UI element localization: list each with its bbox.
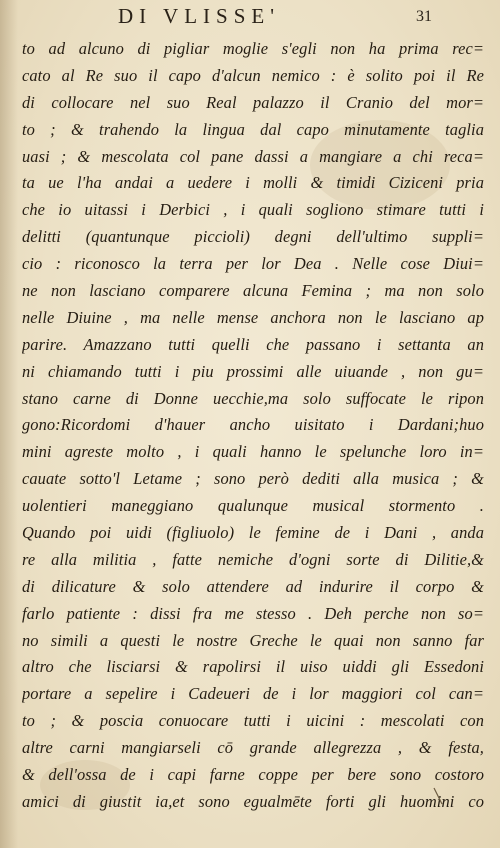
gutter-shadow bbox=[0, 0, 18, 848]
text-line: di dilicature & solo attendere ad indurire il corpo & bbox=[22, 576, 484, 596]
page-number: 31 bbox=[416, 8, 432, 25]
text-line: cio : riconosco la terra per lor Dea . Nelle cose Diui= bbox=[22, 254, 484, 274]
text-line: amici di giustit ia,et sono egualmēte forti gli huomini co bbox=[22, 791, 484, 811]
text-line: nelle Diuine , ma nelle mense anchora non le lasciano ap bbox=[22, 307, 484, 327]
text-line: cauate sotto'l Letame ; sono però dediti alla musica ; & bbox=[22, 469, 484, 489]
text-line: altro che lisciarsi & rapolirsi il uiso uiddi gli Essedoni bbox=[22, 657, 484, 677]
text-line: uasi ; & mescolata col pane dassi a mangiare a chi reca= bbox=[22, 146, 484, 166]
text-line: di collocare nel suo Real palazzo il Cranio del mor= bbox=[22, 92, 484, 112]
text-line: ne non lasciano comparere alcuna Femina ; ma non solo bbox=[22, 281, 484, 301]
running-head: DI VLISSE' bbox=[118, 4, 280, 28]
ink-mark bbox=[432, 786, 444, 806]
text-block bbox=[22, 36, 484, 816]
text-line: ni chiamando tutti i piu prossimi alle uiuande , non gu= bbox=[22, 361, 484, 381]
text-line: delitti (quantunque piccioli) degni dell'ultimo suppli= bbox=[22, 227, 484, 247]
text-line: mini agreste molto , i quali hanno le spelunche loro in= bbox=[22, 442, 484, 462]
text-line: to ad alcuno di pigliar moglie s'egli non ha prima rec= bbox=[22, 39, 484, 58]
text-line: Quando poi uidi (figliuolo) le femine de i Dani , anda bbox=[22, 523, 484, 543]
text-line: parire. Amazzano tutti quelli che passano i settanta an bbox=[22, 334, 484, 354]
text-line: to ; & poscia conuocare tutti i uicini : mescolati con bbox=[22, 711, 484, 731]
text-line: ta ue l'ha andai a uedere i molli & timidi Ciziceni pria bbox=[22, 173, 484, 193]
text-line: uolentieri maneggiano qualunque musical stormento . bbox=[22, 496, 484, 516]
text-line: altre carni mangiarseli cō grande allegrezza , & festa, bbox=[22, 738, 484, 758]
text-line: gono:Ricordomi d'hauer ancho uisitato i Dardani;huo bbox=[22, 415, 484, 435]
text-line: farlo patiente : dissi fra me stesso . Deh perche non so= bbox=[22, 603, 484, 623]
text-line: no simili a questi le nostre Greche le quai non sanno far bbox=[22, 630, 484, 650]
text-line: stano carne di Donne uecchie,ma solo suffocate le ripon bbox=[22, 388, 484, 408]
text-line: & dell'ossa de i capi farne coppe per bere sono costoro bbox=[22, 765, 484, 785]
text-line: portare a sepelire i Cadeueri de i lor maggiori col can= bbox=[22, 684, 484, 704]
text-line: to ; & trahendo la lingua dal capo minutamente taglia bbox=[22, 119, 484, 139]
text-line: cato al Re suo il capo d'alcun nemico : è solito poi il Re bbox=[22, 65, 484, 85]
text-line: re alla militia , fatte nemiche d'ogni sorte di Dilitie,& bbox=[22, 549, 484, 569]
text-line: che io uitassi i Derbici , i quali sogliono stimare tutti i bbox=[22, 200, 484, 220]
